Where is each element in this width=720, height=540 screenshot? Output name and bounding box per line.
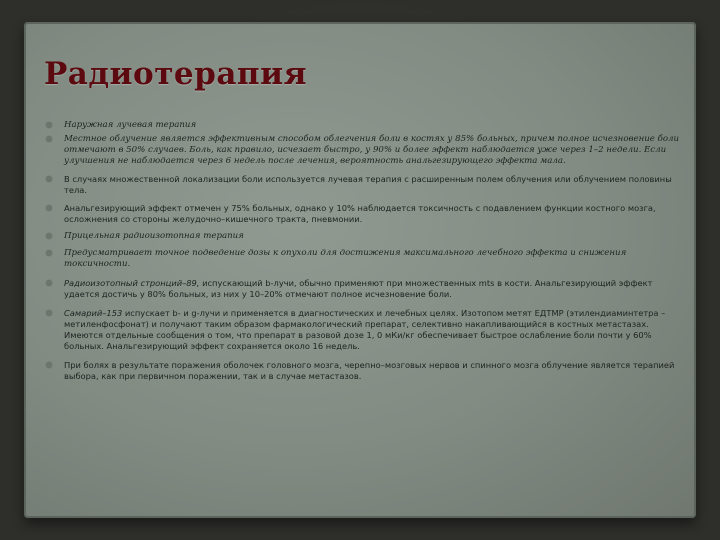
bullet-icon: [46, 136, 52, 142]
item-text: Прицельная радиоизотопная терапия: [64, 231, 244, 241]
item-lead: Самарий–153: [64, 308, 123, 318]
list-item: [44, 248, 684, 270]
list-item: [44, 278, 684, 300]
bullet-icon: [46, 250, 52, 256]
list-item: [44, 231, 684, 242]
list-item: [44, 203, 684, 225]
bullet-icon: [46, 310, 52, 316]
item-text: Анальгезирующий эффект отмечен у 75% больных, однако у 10% наблюдается токсичность с подавлением функции костного мозга, осложнения со стороны желудочно–кишечного тракта, пневмонии.: [64, 203, 656, 224]
list-item: [44, 120, 684, 131]
item-text: Наружная лучевая терапия: [64, 120, 197, 130]
list-item: [44, 308, 684, 352]
list-item: [44, 174, 684, 196]
item-text: При болях в результате поражения оболочек головного мозга, черепно–мозговых нервов и спинного мозга облучение является терапией выбора, как при первичном поражении, так и в случае метастазов.: [64, 360, 675, 381]
bullet-icon: [46, 362, 52, 368]
item-text: Предусматривает точное подведение дозы к опухоли для достижения максимального лечебного эффекта и снижения токсичности.: [64, 248, 627, 269]
item-text: В случаях множественной локализации боли используется лучевая терапия с расширенным полем облучения или облучением половины тела.: [64, 174, 672, 195]
item-text: испускает b- и g-лучи и применяется в диагностических и лечебных целях. Изотопом метят ЕДТМР (этилендиаминтетра – метиленфосфонат) и получают таким образом фармакологический препарат, селективно накапливающийся в костных метастазах. Имеются отдельные сообщения о том, что препарат в разовой дозе 1, 0 мКи/кг обеспечивает быстрое ослабление боли почти у 60% больных. Анальгезирующий эффект сохраняется около 16 недель.: [64, 308, 666, 351]
bullet-list: [44, 120, 684, 382]
item-lead: Радиоизотопный стронций–89,: [64, 278, 200, 288]
bullet-icon: [46, 205, 52, 211]
bullet-icon: [46, 122, 52, 128]
bullet-icon: [46, 233, 52, 239]
item-text: испускающий b-лучи, обычно применяют при множественных mts в кости. Анальгезирующий эффект удается достичь у 80% больных, из них у 10–20% отмечают полное исчезновение боли.: [64, 278, 653, 299]
slide-title: Радиотерапия: [44, 56, 308, 92]
list-item: [44, 134, 684, 167]
item-text: Местное облучение является эффективным способом облегчения боли в костях у 85% больных, причем полное исчезновение боли отмечают в 50% случаев. Боль, как правило, исчезает быстро, у 90% и более эффект наблюдается уже через 1–2 недели. Если улучшения не наблюдается через 6 недель после лечения, вероятность анальгезирующего эффекта мала.: [64, 134, 680, 166]
bullet-icon: [46, 176, 52, 182]
list-item: [44, 360, 684, 382]
bullet-icon: [46, 280, 52, 286]
